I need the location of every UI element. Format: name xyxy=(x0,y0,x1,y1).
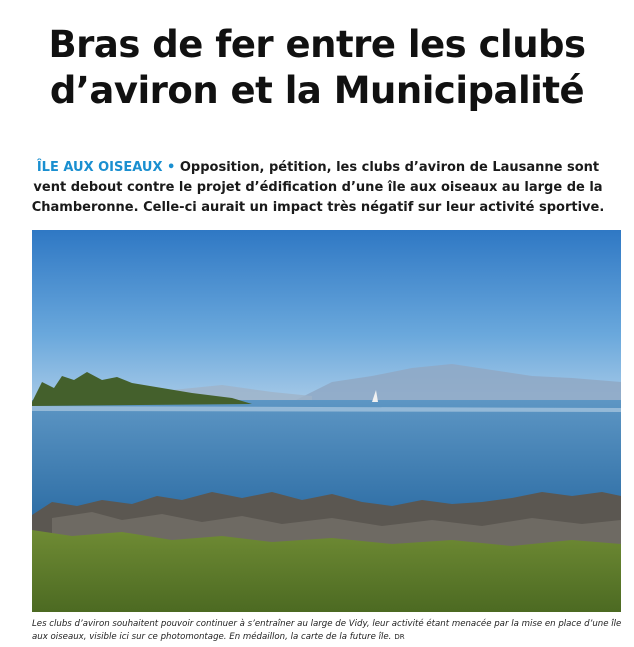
kicker-separator: • xyxy=(162,160,180,175)
headline xyxy=(0,22,634,114)
headline-line-2: d’aviron et la Municipalité xyxy=(49,69,585,112)
caption-text: Les clubs d’aviron souhaitent pouvoir continuer à s’entraîner au large de Vidy, leur activité étant menacée par la mise en place d’une île aux oiseaux, visible ici sur ce photomontage. En médaillon, la carte de la future île. xyxy=(32,619,622,642)
headline-line-1: Bras de fer entre les clubs xyxy=(48,23,586,66)
lede-paragraph xyxy=(28,158,608,218)
kicker-label: ÎLE AUX OISEAUX xyxy=(36,160,163,175)
lake-photo xyxy=(32,230,621,612)
photo-caption xyxy=(32,618,627,644)
photo-credit: DR xyxy=(394,633,405,641)
lede-text: Opposition, pétition, les clubs d’aviron de Lausanne sont vent debout contre le projet d’édification d’une île aux oiseaux au large de la Chamberonne. Celle-ci aurait un impact très négatif sur leur activité sportive. xyxy=(31,160,605,215)
